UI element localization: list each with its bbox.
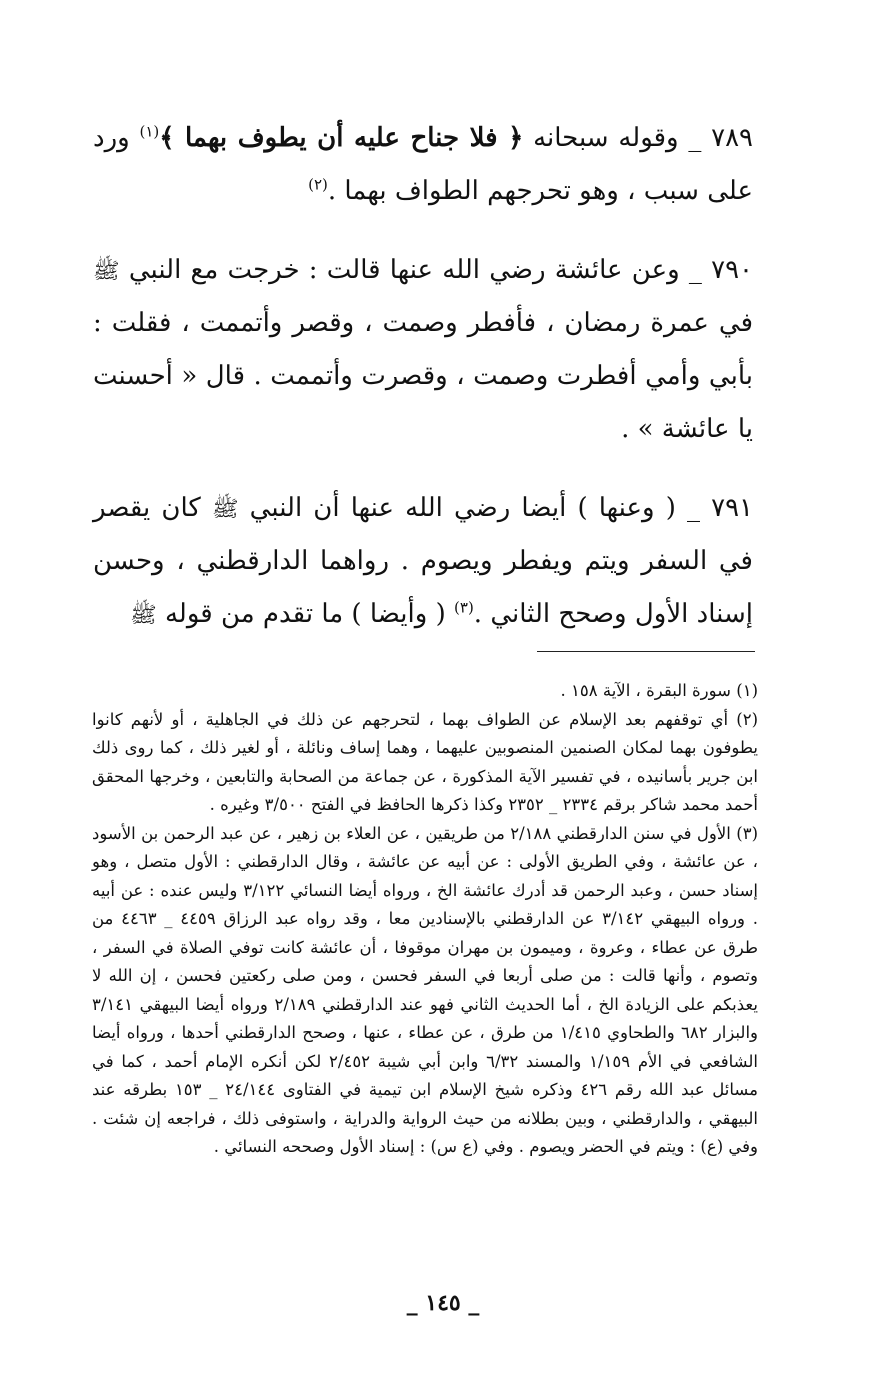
paragraph-789 bbox=[93, 112, 753, 218]
paragraph-number: ٧٩١ _ bbox=[686, 493, 754, 523]
footnote-3: (٣) الأول في سنن الدارقطني ٢/١٨٨ من طريقين ، عن العلاء بن زهير ، عن عبد الرحمن بن الأسود ، عن عائشة ، وفي الطريق الأولى : عن أبيه عن عائشة ، وقال الدارقطني : الأول متصل ، وهو إسناد حسن ، وعبد الرحمن قد أدرك عائشة الخ ، ورواه أيضا النسائي ٣/١٢٢ وليس عنده : عن أبيه . ورواه البيهقي ٣/١٤٢ عن الدارقطني بالإسنادين معا ، وقد رواه عبد الرزاق ٤٤٥٩ _ ٤٤٦٣ من طرق عن عطاء ، وعروة ، وميمون بن مهران موقوفا ، أن عائشة كانت توفي الصلاة في السفر ، وتصوم ، وأنها قالت : من صلى أربعا في السفر فحسن ، ومن صلى ركعتين فحسن ، إن الله لا يعذبكم على الزيادة الخ ، أما الحديث الثاني فهو عند الدارقطني ٢/١٨٩ ورواه أيضا البيهقي ٣/١٤١ والبزار ٦٨٢ والطحاوي ١/٤١٥ من طرق ، عن عطاء ، عنها ، وصحح الدارقطني أحدها ، ورواه أيضا الشافعي في الأم ١/١٥٩ والمسند ٦/٣٢ وابن أبي شيبة ٢/٤٥٢ لكن أنكره الإمام أحمد ، كما في مسائل عبد الله رقم ٤٢٦ وذكره شيخ الإسلام ابن تيمية في الفتاوى ٢٤/١٤٤ _ ١٥٣ بطرقه عند البيهقي ، والدارقطني ، وبين بطلانه من حيث الرواية والدراية ، واستوفى ذلك ، فراجعه إن شئت . وفي (ع) : ويتم في الحضر ويصوم . وفي (ع س) : إسناد الأول وصححه النسائي . bbox=[92, 823, 759, 1156]
paragraph-791 bbox=[93, 482, 753, 641]
paragraph-number: ٧٨٩ _ bbox=[688, 123, 754, 153]
page-number: _ ١٤٥ _ bbox=[406, 1290, 480, 1316]
main-text bbox=[93, 112, 753, 667]
footnote-ref[interactable]: (٣) bbox=[454, 598, 474, 617]
footnotes bbox=[92, 677, 758, 1162]
paragraph-text: ورد على سبب ، وهو تحرجهم الطواف بهما . bbox=[93, 123, 753, 206]
footnote-2: (٢) أي توقفهم بعد الإسلام عن الطواف بهما ، لتحرجهم عن ذلك في الجاهلية ، أو لأنهم كانوا يطوفون بهما لمكان الصنمين المنصوبين عليهما ، وهما إساف ونائلة ، أو لغير ذلك ، كما روى ذلك ابن جرير بأسانيده ، في تفسير الآية المذكورة ، عن جماعة من الصحابة والتابعين ، وخرجها المحقق أحمد محمد شاكر برقم ٢٣٣٤ _ ٢٣٥٢ وكذا ذكرها الحافظ في الفتح ٣/٥٠٠ وغيره . bbox=[92, 709, 758, 814]
paragraph-790 bbox=[93, 244, 753, 456]
footnote-divider bbox=[537, 651, 755, 652]
footnote-1: (١) سورة البقرة ، الآية ١٥٨ . bbox=[560, 681, 758, 700]
salawat-icon: ﷺ bbox=[211, 497, 239, 522]
salawat-icon: ﷺ bbox=[130, 603, 157, 628]
quran-quote: ﴿ فلا جناح عليه أن يطوف بهما ﴾ bbox=[159, 123, 524, 153]
paragraph-text: كان يقصر في السفر ويتم ويفطر ويصوم . رواهما الدارقطني ، وحسن إسناد الأول وصحح الثاني . bbox=[93, 493, 753, 629]
paragraph-text: ( وعنها ) أيضا رضي الله عنها أن النبي bbox=[249, 493, 676, 523]
paragraph-text: في عمرة رمضان ، فأفطر وصمت ، وقصر وأتممت ، فقلت : بأبي وأمي أفطرت وصمت ، وقصرت وأتممت . قال « أحسنت يا عائشة » . bbox=[93, 308, 753, 444]
paragraph-text: ( وأيضا ) ما تقدم من قوله bbox=[164, 599, 446, 629]
footnote-ref[interactable]: (٢) bbox=[308, 175, 328, 194]
salawat-icon: ﷺ bbox=[93, 259, 120, 284]
paragraph-text: وعن عائشة رضي الله عنها قالت : خرجت مع النبي bbox=[128, 255, 680, 285]
footnote-ref[interactable]: (١) bbox=[139, 122, 160, 141]
paragraph-number: ٧٩٠ _ bbox=[688, 255, 754, 285]
paragraph-text: وقوله سبحانه bbox=[533, 123, 679, 153]
